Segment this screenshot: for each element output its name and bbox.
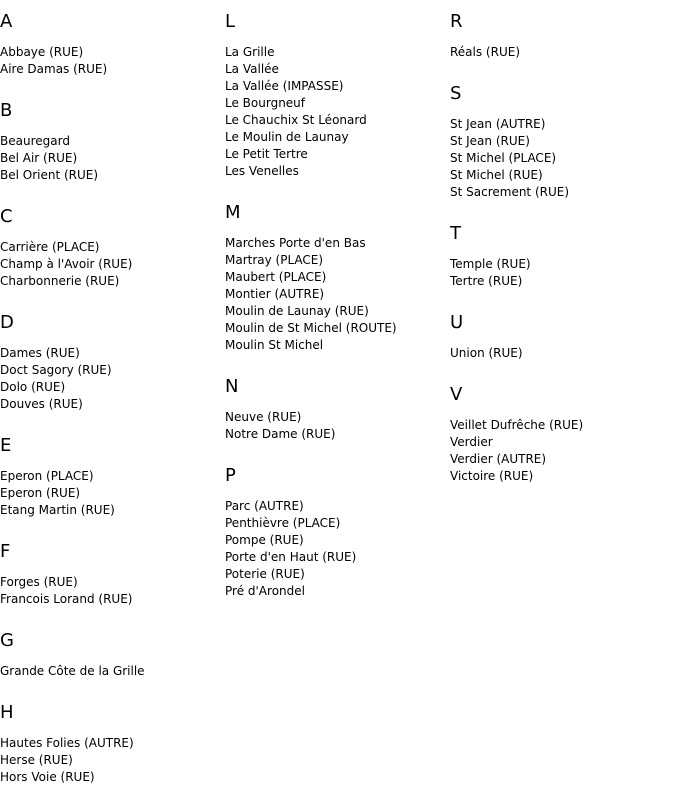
- index-column-3: [450, 10, 675, 506]
- street-list: [225, 44, 450, 180]
- street-link[interactable]: Doct Sagory (RUE): [0, 363, 112, 377]
- street-link[interactable]: Bel Air (RUE): [0, 151, 78, 165]
- street-link[interactable]: La Vallée: [225, 62, 279, 76]
- street-link[interactable]: Porte d'en Haut (RUE): [225, 550, 357, 564]
- letter-heading: E: [0, 435, 12, 456]
- letter-heading: D: [0, 312, 14, 333]
- street-link[interactable]: Moulin St Michel: [225, 338, 324, 352]
- letter-heading: A: [0, 11, 13, 32]
- letter-group: [450, 311, 675, 362]
- street-list: [0, 468, 225, 519]
- street-link[interactable]: St Michel (PLACE): [450, 151, 557, 165]
- street-link[interactable]: Aire Damas (RUE): [0, 62, 108, 76]
- letter-heading: G: [0, 630, 14, 651]
- street-link[interactable]: Veillet Dufrêche (RUE): [450, 418, 584, 432]
- letter-group: [0, 311, 225, 413]
- letter-group: [450, 383, 675, 485]
- street-link[interactable]: Le Petit Tertre: [225, 147, 308, 161]
- street-link[interactable]: Moulin de Launay (RUE): [225, 304, 369, 318]
- street-link[interactable]: Verdier: [450, 435, 493, 449]
- letter-group: [0, 629, 225, 680]
- street-link[interactable]: Union (RUE): [450, 346, 523, 360]
- street-link[interactable]: Pompe (RUE): [225, 533, 304, 547]
- street-link[interactable]: St Michel (RUE): [450, 168, 543, 182]
- street-link[interactable]: Le Chauchix St Léonard: [225, 113, 367, 127]
- street-list: [0, 239, 225, 290]
- street-link[interactable]: Penthièvre (PLACE): [225, 516, 341, 530]
- street-link[interactable]: Temple (RUE): [450, 257, 531, 271]
- street-link[interactable]: Le Moulin de Launay: [225, 130, 349, 144]
- street-link[interactable]: Neuve (RUE): [225, 410, 302, 424]
- street-link[interactable]: Eperon (RUE): [0, 486, 81, 500]
- street-link[interactable]: Le Bourgneuf: [225, 96, 306, 110]
- letter-heading: U: [450, 312, 464, 333]
- street-link[interactable]: Abbaye (RUE): [0, 45, 84, 59]
- street-link[interactable]: Moulin de St Michel (ROUTE): [225, 321, 397, 335]
- street-list: [0, 663, 225, 680]
- street-link[interactable]: Maubert (PLACE): [225, 270, 327, 284]
- street-list: [225, 235, 450, 354]
- letter-heading: B: [0, 100, 13, 121]
- street-link[interactable]: La Grille: [225, 45, 275, 59]
- letter-heading: C: [0, 206, 13, 227]
- street-link[interactable]: Poterie (RUE): [225, 567, 305, 581]
- letter-group: [0, 99, 225, 184]
- street-link[interactable]: Carrière (PLACE): [0, 240, 100, 254]
- letter-group: [225, 10, 450, 180]
- street-link[interactable]: Victoire (RUE): [450, 469, 534, 483]
- letter-heading: S: [450, 83, 462, 104]
- street-link[interactable]: Hautes Folies (AUTRE): [0, 736, 134, 750]
- street-list: [450, 256, 675, 290]
- street-link[interactable]: Verdier (AUTRE): [450, 452, 547, 466]
- street-link[interactable]: Charbonnerie (RUE): [0, 274, 120, 288]
- letter-heading: L: [225, 11, 236, 32]
- street-list: [0, 345, 225, 413]
- letter-group: [0, 10, 225, 78]
- street-link[interactable]: Etang Martin (RUE): [0, 503, 115, 517]
- street-link[interactable]: Hors Voie (RUE): [0, 770, 95, 784]
- street-list: [0, 133, 225, 184]
- street-link[interactable]: Francois Lorand (RUE): [0, 592, 133, 606]
- street-link[interactable]: Dames (RUE): [0, 346, 80, 360]
- letter-heading: F: [0, 541, 11, 562]
- street-link[interactable]: St Sacrement (RUE): [450, 185, 570, 199]
- letter-group: [450, 10, 675, 61]
- street-list: [225, 498, 450, 600]
- street-link[interactable]: Beauregard: [0, 134, 70, 148]
- letter-group: [225, 201, 450, 354]
- letter-group: [0, 540, 225, 608]
- street-list: [0, 574, 225, 608]
- letter-group: [0, 701, 225, 786]
- street-list: [450, 345, 675, 362]
- street-link[interactable]: Herse (RUE): [0, 753, 73, 767]
- street-list: [225, 409, 450, 443]
- street-link[interactable]: Parc (AUTRE): [225, 499, 304, 513]
- street-list: [450, 417, 675, 485]
- letter-heading: M: [225, 202, 241, 223]
- letter-group: [0, 434, 225, 519]
- street-list: [450, 44, 675, 61]
- street-link[interactable]: Dolo (RUE): [0, 380, 66, 394]
- street-link[interactable]: Eperon (PLACE): [0, 469, 94, 483]
- letter-heading: R: [450, 11, 463, 32]
- street-link[interactable]: Forges (RUE): [0, 575, 78, 589]
- street-link[interactable]: Douves (RUE): [0, 397, 83, 411]
- street-link[interactable]: Montier (AUTRE): [225, 287, 325, 301]
- street-link[interactable]: Pré d'Arondel: [225, 584, 305, 598]
- street-link[interactable]: Champ à l'Avoir (RUE): [0, 257, 133, 271]
- street-list: [0, 44, 225, 78]
- letter-heading: V: [450, 384, 463, 405]
- street-link[interactable]: Les Venelles: [225, 164, 299, 178]
- index-column-2: [225, 10, 450, 621]
- index-column-1: [0, 10, 225, 807]
- street-link[interactable]: Notre Dame (RUE): [225, 427, 336, 441]
- letter-heading: T: [450, 223, 461, 244]
- letter-heading: H: [0, 702, 14, 723]
- street-link[interactable]: La Vallée (IMPASSE): [225, 79, 344, 93]
- letter-group: [225, 375, 450, 443]
- street-link[interactable]: Martray (PLACE): [225, 253, 324, 267]
- street-link[interactable]: St Jean (AUTRE): [450, 117, 546, 131]
- street-link[interactable]: Bel Orient (RUE): [0, 168, 99, 182]
- letter-group: [225, 464, 450, 600]
- letter-heading: N: [225, 376, 239, 397]
- letter-group: [450, 222, 675, 290]
- street-list: [450, 116, 675, 201]
- street-link[interactable]: Tertre (RUE): [450, 274, 523, 288]
- letter-group: [450, 82, 675, 201]
- street-link[interactable]: Réals (RUE): [450, 45, 521, 59]
- letter-group: [0, 205, 225, 290]
- street-link[interactable]: Grande Côte de la Grille: [0, 664, 145, 678]
- street-list: [0, 735, 225, 786]
- street-link[interactable]: St Jean (RUE): [450, 134, 530, 148]
- letter-heading: P: [225, 465, 236, 486]
- street-link[interactable]: Marches Porte d'en Bas: [225, 236, 366, 250]
